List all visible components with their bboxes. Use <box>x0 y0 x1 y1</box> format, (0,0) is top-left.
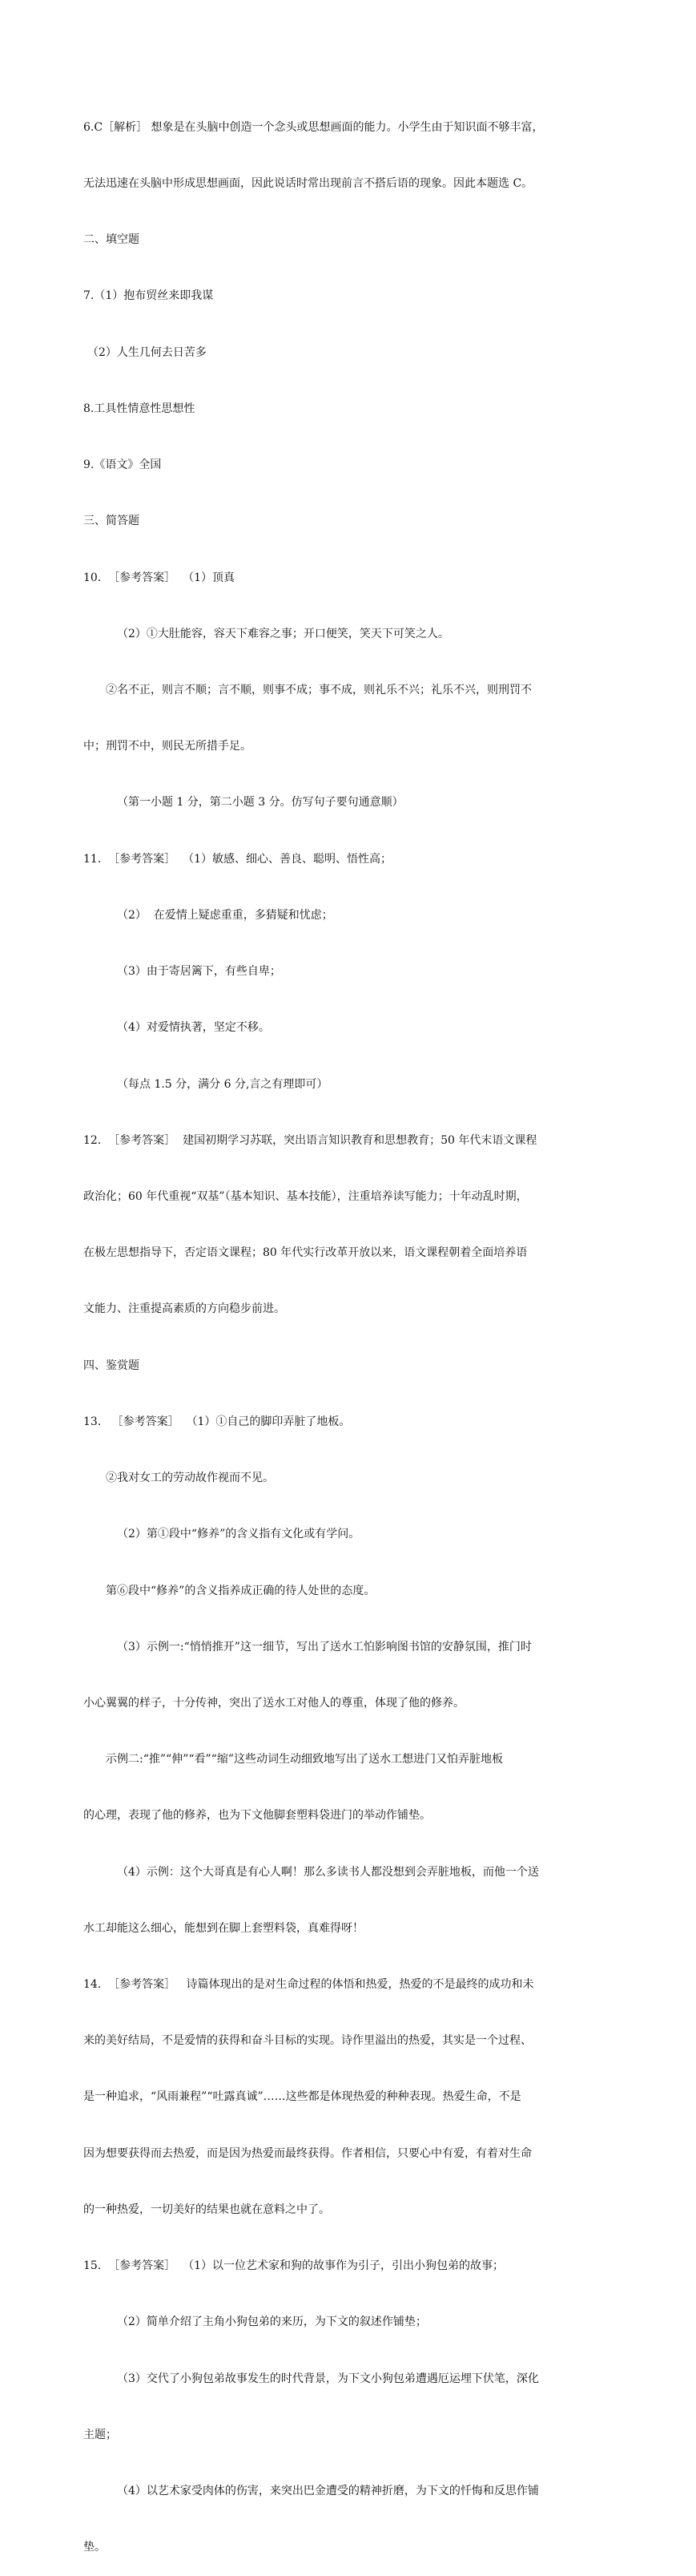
text-line: （2） 在爱情上疑虑重重，多猜疑和忧虑； <box>117 908 333 922</box>
text-line: ②名不正，则言不顺；言不顺，则事不成；事不成，则礼乐不兴；礼乐不兴，则刑罚不 <box>106 684 532 696</box>
text-line: 垫。 <box>83 2541 106 2554</box>
text-line: 第⑥段中“修养”的含义指养成正确的待人处世的态度。 <box>106 1584 376 1597</box>
text-line: （3）交代了小狗包弟故事发生的时代背景，为下文小狗包弟遭遇厄运埋下伏笔，深化 <box>117 2372 539 2385</box>
text-line: （4）对爱情执著，坚定不移。 <box>117 1021 270 1035</box>
text-line: 的一种热爱，一切美好的结果也就在意料之中了。 <box>83 2203 330 2216</box>
text-line: 10. ［参考答案］ （1）顶真 <box>83 571 235 584</box>
answer-document <box>83 81 616 2576</box>
text-line: （4）以艺术家受肉体的伤害，来突出巴金遭受的精神折磨，为下文的忏悔和反思作铺 <box>117 2485 539 2497</box>
text-line: 的心理，表现了他的修养，也为下文他脚套塑料袋进门的举动作铺垫。 <box>83 1809 431 1823</box>
text-line: （3）由于寄居篱下，有些自卑； <box>117 965 281 979</box>
text-line: （4）示例：这个大哥真是有心人啊！那么多读书人都没想到会弄脏地板，而他一个送 <box>117 1865 539 1879</box>
text-line: 是一种追求，“风雨兼程”“吐露真诚”……这些都是体现热爱的种种表现。热爱生命，不是 <box>83 2090 521 2104</box>
text-line: （2）人生几何去日苦多 <box>87 345 207 359</box>
text-line: 文能力、注重提高素质的方向稳步前进。 <box>83 1302 285 1316</box>
text-line: 主题； <box>83 2428 117 2441</box>
section-heading: 四、鉴赏题 <box>83 1359 139 1372</box>
text-line: 13. ［参考答案］ （1）①自己的脚印弄脏了地板。 <box>83 1415 351 1428</box>
text-line: （每点 1.5 分，满分 6 分,言之有理即可） <box>117 1077 328 1091</box>
text-line: 6.C［解析］ 想象是在头脑中创造一个念头或思想画面的能力。小学生由于知识面不够丰富， <box>83 120 544 134</box>
text-line: 无法迅速在头脑中形成思想画面，因此说话时常出现前言不搭后语的现象。因此本题选 C。 <box>83 177 533 191</box>
text-line: 因为想要获得而去热爱，而是因为热爱而最终获得。作者相信，只要心中有爱，有着对生命 <box>83 2146 532 2160</box>
text-line: （3）示例一:“悄悄推开”这一细节，写出了送水工怕影响图书馆的安静氛围，推门时 <box>117 1640 532 1653</box>
text-line: 来的美好结局，不是爱情的获得和奋斗目标的实现。诗作里溢出的热爱，其实是一个过程、 <box>83 2034 532 2048</box>
text-line: 水工却能这么细心，能想到在脚上套塑料袋，真难得呀！ <box>83 1921 364 1935</box>
text-line: 在极左思想指导下，否定语文课程；80 年代实行改革开放以来，语文课程朝着全面培养语 <box>83 1246 528 1260</box>
text-line: 8.工具性情意性思想性 <box>83 402 195 415</box>
text-line: （第一小题 1 分，第二小题 3 分。仿写句子要句通意顺） <box>117 796 404 810</box>
text-line: （2）①大肚能容，容天下难容之事；开口便笑，笑天下可笑之人。 <box>117 627 449 640</box>
text-line: ②我对女工的劳动故作视而不见。 <box>106 1472 274 1485</box>
text-line: 示例二:“推”“伸”“看”“缩”这些动词生动细致地写出了送水工想进门又怕弄脏地板 <box>106 1753 503 1766</box>
text-line: （2）简单介绍了主角小狗包弟的来历，为下文的叙述作铺垫； <box>117 2316 427 2329</box>
text-line: 小心翼翼的样子，十分传神，突出了送水工对他人的尊重，体现了他的修养。 <box>83 1696 465 1710</box>
text-line: 14. ［参考答案］ 诗篇体现出的是对生命过程的体悟和热爱，热爱的不是最终的成功和未 <box>83 1978 534 1992</box>
section-heading: 二、填空题 <box>83 233 139 247</box>
text-line: 15. ［参考答案］ （1）以一位艺术家和狗的故事作为引子，引出小狗包弟的故事； <box>83 2259 504 2273</box>
text-line: 12. ［参考答案］ 建国初期学习苏联，突出语言知识教育和思想教育；50 年代末语文课程 <box>83 1133 537 1147</box>
text-line: 7.（1）抱布贸丝来即我谋 <box>83 289 214 303</box>
text-line: 9.《语文》全国 <box>83 458 162 472</box>
text-line: 中；刑罚不中，则民无所措手足。 <box>83 740 251 753</box>
text-line: 11. ［参考答案］ （1）敏感、细心、善良、聪明、悟性高； <box>83 852 392 866</box>
text-line: 政治化；60 年代重视“双基”（基本知识、基本技能），注重培养读写能力；十年动乱时期， <box>83 1189 528 1203</box>
section-heading: 三、简答题 <box>83 515 139 528</box>
text-line: （2）第①段中“修养”的含义指有文化或有学问。 <box>117 1528 360 1541</box>
